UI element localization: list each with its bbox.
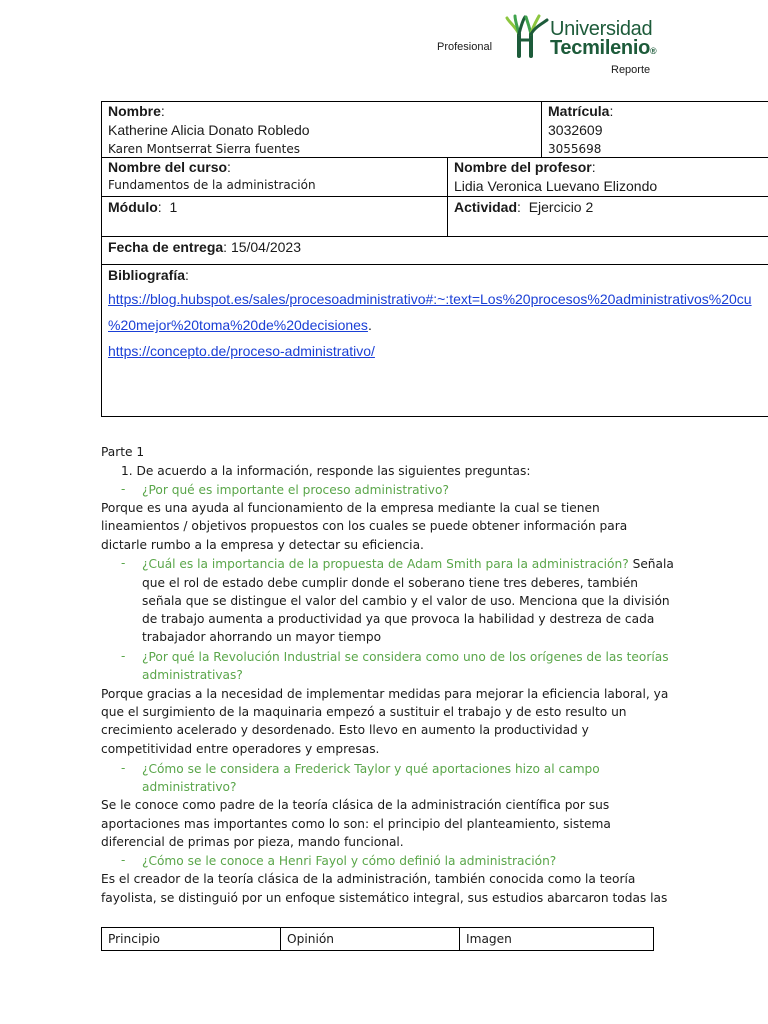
question-3-line1: ¿Por qué la Revolución Industrial se considera como uno de los orígenes de las teorías <box>142 650 669 664</box>
bullet: - <box>121 556 126 570</box>
bibliografia-link-1b[interactable]: %20mejor%20toma%20de%20decisiones <box>108 317 368 333</box>
curso-value: Fundamentos de la administración <box>108 178 316 192</box>
answer-2-line: señala que se distingue el valor del cambio y el valor de uso. Menciona que la división <box>142 594 670 608</box>
table-header-opinion: Opinión <box>281 928 460 951</box>
answer-2-line: de trabajo aumenta a productividad ya que provoca la habilidad y destreza de cada <box>142 612 655 626</box>
question-5: ¿Cómo se le conoce a Henri Fayol y cómo definió la administración? <box>142 854 557 868</box>
question-1: ¿Por qué es importante el proceso administrativo? <box>142 483 449 497</box>
principles-table <box>101 927 654 951</box>
nombre-value-1: Katherine Alicia Donato Robledo <box>108 122 310 138</box>
nombre-value-2: Karen Montserrat Sierra fuentes <box>108 142 300 156</box>
answer-1-line: dictarle rumbo a la empresa y detectar su eficiencia. <box>101 538 424 552</box>
header-profesional: Profesional <box>437 41 493 53</box>
matricula-value-1: 3032609 <box>548 122 603 138</box>
bullet: - <box>121 761 126 775</box>
modulo-label: Módulo: 1 <box>108 199 178 215</box>
fecha-cell <box>101 236 768 264</box>
answer-3-line: competitividad entre operadores y empresas. <box>101 742 380 756</box>
bullet: - <box>121 853 126 867</box>
matricula-label: Matrícula: <box>548 103 614 119</box>
bibliografia-link-1-cont: %20mejor%20toma%20de%20decisiones. <box>108 317 372 333</box>
numbered-item-1: 1. De acuerdo a la información, responde las siguientes preguntas: <box>121 464 531 478</box>
profesor-label: Nombre del profesor: <box>454 159 596 175</box>
answer-3-line: Porque gracias a la necesidad de implementar medidas para mejorar la eficiencia laboral, ya <box>101 687 669 701</box>
answer-3-line: crecimiento acelerado y desordenado. Esto llevo en aumento la productividad y <box>101 723 589 737</box>
answer-1-line: Porque es una ayuda al funcionamiento de la empresa mediante la cual se tienen <box>101 501 600 515</box>
question-4-line1: ¿Cómo se le considera a Frederick Taylor y qué aportaciones hizo al campo <box>142 762 600 776</box>
curso-cell <box>101 157 447 196</box>
answer-2-line: que el rol de estado debe cumplir donde el soberano tiene tres deberes, también <box>142 576 638 590</box>
answer-5-line: fayolista, se distinguió por un enfoque sistemático integral, sus estudios abarcaron todas las <box>101 891 668 905</box>
parte-heading: Parte 1 <box>101 445 145 459</box>
info-table <box>101 101 768 417</box>
table-header-principio: Principio <box>102 928 281 951</box>
nombre-cell <box>101 101 541 157</box>
question-4-line2: administrativo? <box>142 780 237 794</box>
actividad-cell <box>447 196 768 236</box>
profesor-cell <box>447 157 768 196</box>
modulo-cell <box>101 196 447 236</box>
answer-4-line: aportaciones mas importantes como lo son: el principio del planteamiento, sistema <box>101 817 611 831</box>
bullet: - <box>121 649 126 663</box>
bibliografia-cell <box>101 264 768 417</box>
bibliografia-link-2[interactable]: https://concepto.de/proceso-administrativo/ <box>108 343 375 359</box>
fecha-label: Fecha de entrega: 15/04/2023 <box>108 239 302 255</box>
table-header-imagen: Imagen <box>460 928 654 951</box>
nombre-label: Nombre: <box>108 103 165 119</box>
bibliografia-link-1[interactable]: https://blog.hubspot.es/sales/procesoadministrativo#:~:text=Los%20procesos%20administrativos%20cu <box>108 291 752 307</box>
profesor-value: Lidia Veronica Luevano Elizondo <box>454 178 658 194</box>
answer-1-line: lineamientos / objetivos propuestos con los cuales se puede obtener información para <box>101 519 628 533</box>
answer-3-line: que el surgimiento de la maquinaria empezó a sustituir el trabajo y de esto resulto un <box>101 705 627 719</box>
matricula-value-2: 3055698 <box>548 142 602 156</box>
answer-2-line: trabajador ahorrando un mayor tiempo <box>142 630 382 644</box>
tecmilenio-logo-icon <box>505 14 549 58</box>
question-2: ¿Cuál es la importancia de la propuesta de Adam Smith para la administración? Señala <box>142 557 674 571</box>
bibliografia-label: Bibliografía: <box>108 267 189 283</box>
logo-line1: Universidad <box>550 18 653 40</box>
answer-5-line: Es el creador de la teoría clásica de la administración, también conocida como la teoría <box>101 872 636 886</box>
logo-line2: Tecmilenio® <box>550 37 657 59</box>
table-row <box>102 928 654 951</box>
actividad-label: Actividad: Ejercicio 2 <box>454 199 594 215</box>
answer-4-line: diferencial de primas por pieza, mando funcional. <box>101 835 404 849</box>
answer-4-line: Se le conoce como padre de la teoría clásica de la administración científica por sus <box>101 798 610 812</box>
header-reporte: Reporte <box>611 64 651 76</box>
matricula-cell <box>541 101 768 157</box>
curso-label: Nombre del curso: <box>108 159 231 175</box>
bullet: - <box>121 482 126 496</box>
question-3-line2: administrativas? <box>142 668 243 682</box>
